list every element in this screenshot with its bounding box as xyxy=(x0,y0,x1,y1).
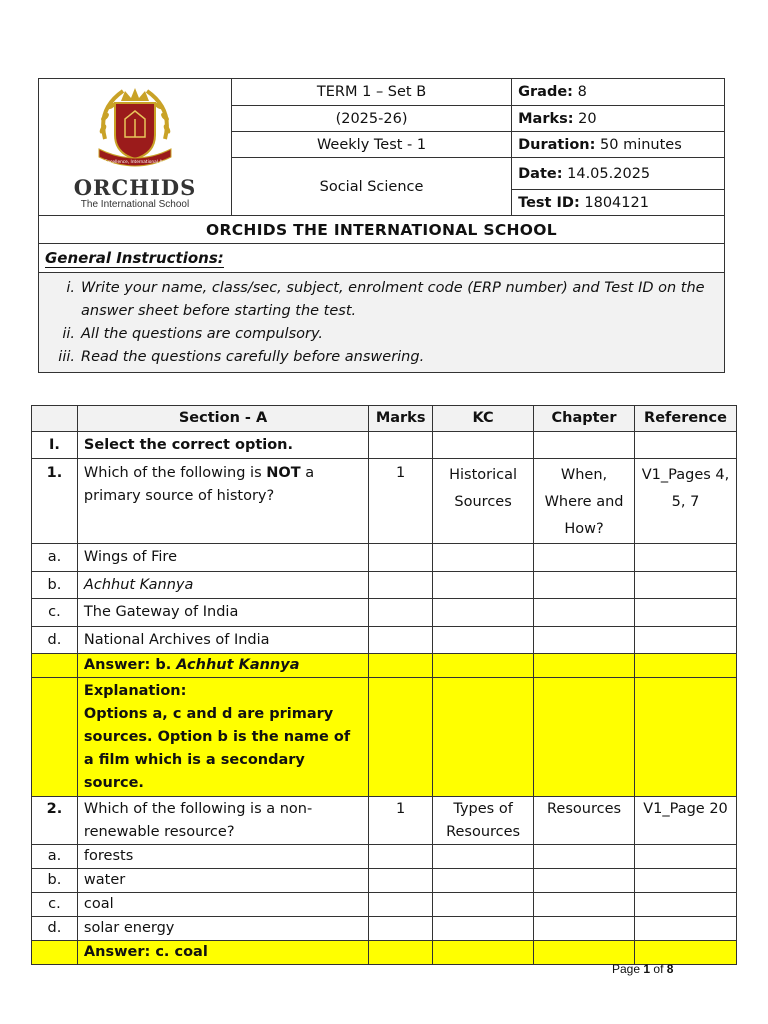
subject-cell: Social Science xyxy=(231,158,511,216)
question-text: Which of the following is a non-renewable resource? xyxy=(77,797,368,845)
explanation-text: Explanation: Options a, c and d are primary sources. Option b is the name of a film which is a secondary source. xyxy=(77,678,368,797)
grade-cell: Grade: 8 xyxy=(512,79,725,106)
option-row: a. forests xyxy=(32,845,737,869)
question-number: 1. xyxy=(32,459,78,544)
instruction-item: i. Write your name, class/sec, subject, enrolment code (ERP number) and Test ID on the answer sheet before starting the test. xyxy=(66,280,705,319)
question-marks: 1 xyxy=(369,459,433,544)
option-row: c. The Gateway of India xyxy=(32,599,737,627)
answer-row xyxy=(32,941,737,965)
instructions-list xyxy=(39,273,725,373)
option-row: d. National Archives of India xyxy=(32,627,737,654)
header-chapter: Chapter xyxy=(534,406,635,432)
duration-cell: Duration: 50 minutes xyxy=(512,132,725,158)
questions-table xyxy=(31,405,737,965)
header-section: Section - A xyxy=(77,406,368,432)
date-cell: Date: 14.05.2025 xyxy=(512,158,725,190)
year-cell: (2025-26) xyxy=(231,106,511,132)
option-row: c. coal xyxy=(32,893,737,917)
test-id-cell: Test ID: 1804121 xyxy=(512,190,725,216)
svg-text:The International School: The International School xyxy=(80,199,190,210)
term-cell: TERM 1 – Set B xyxy=(231,79,511,106)
page-footer: Page 1 of 8 xyxy=(612,962,674,976)
question-marks: 1 xyxy=(369,797,433,845)
test-name-cell: Weekly Test - 1 xyxy=(231,132,511,158)
section-row: I. Select the correct option. xyxy=(32,432,737,459)
question-number: 2. xyxy=(32,797,78,845)
answer-row xyxy=(32,654,737,678)
question-row xyxy=(32,797,737,845)
marks-cell: Marks: 20 xyxy=(512,106,725,132)
instructions-heading: General Instructions: xyxy=(39,244,725,273)
svg-text:Indian Excellence, Internation: Indian Excellence, International Approach xyxy=(90,160,180,165)
option-row: b. Achhut Kannya xyxy=(32,572,737,599)
question-kc: Types of Resources xyxy=(433,797,534,845)
svg-text:ORCHIDS: ORCHIDS xyxy=(73,175,197,200)
question-reference: V1_Page 20 xyxy=(635,797,737,845)
answer-text: Answer: c. coal xyxy=(77,941,368,965)
logo-crest-icon xyxy=(45,79,225,211)
question-row xyxy=(32,459,737,544)
answer-text: Answer: b. Achhut Kannya xyxy=(77,654,368,678)
question-text: Which of the following is NOT a primary source of history? xyxy=(77,459,368,544)
school-logo xyxy=(39,79,232,216)
header-kc: KC xyxy=(433,406,534,432)
instruction-item: ii. All the questions are compulsory. xyxy=(62,326,324,342)
question-reference: V1_Pages 4, 5, 7 xyxy=(635,459,737,544)
section-title: Select the correct option. xyxy=(77,432,368,459)
instruction-item: iii. Read the questions carefully before answering. xyxy=(58,349,425,365)
header-reference: Reference xyxy=(635,406,737,432)
question-chapter: Resources xyxy=(534,797,635,845)
explanation-row xyxy=(32,678,737,797)
header-blank xyxy=(32,406,78,432)
option-row: d. solar energy xyxy=(32,917,737,941)
question-kc: Historical Sources xyxy=(433,459,534,544)
header-table xyxy=(38,78,725,373)
option-row: b. water xyxy=(32,869,737,893)
option-row: a. Wings of Fire xyxy=(32,544,737,572)
header-marks: Marks xyxy=(369,406,433,432)
table-header-row xyxy=(32,406,737,432)
question-chapter: When, Where and How? xyxy=(534,459,635,544)
school-name: ORCHIDS THE INTERNATIONAL SCHOOL xyxy=(39,216,725,244)
